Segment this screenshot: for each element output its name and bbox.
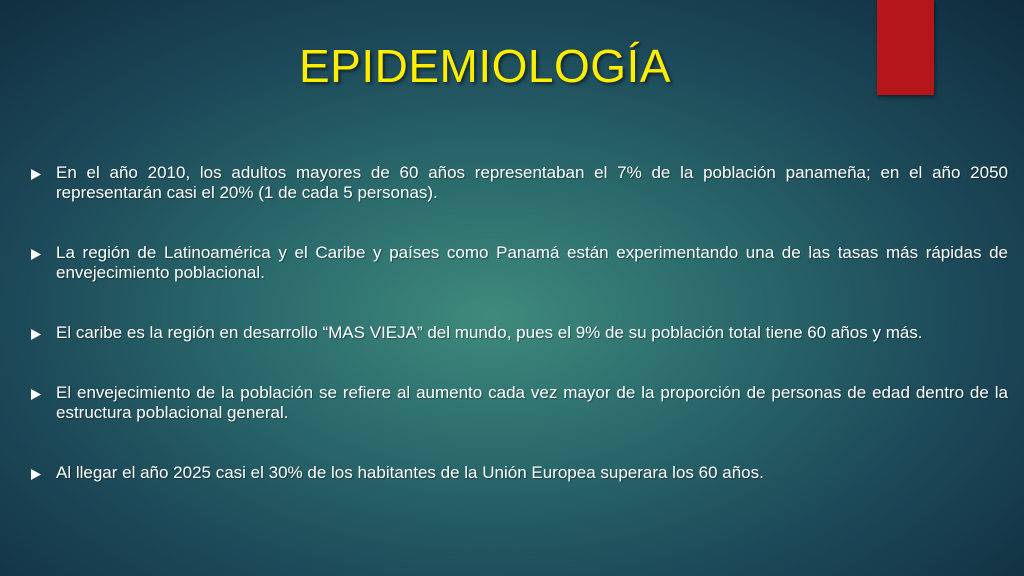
bullet-text: El caribe es la región en desarrollo “MAS VIEJA” del mundo, pues el 9% de su población total tiene 60 años y más.: [56, 323, 923, 342]
bullet-text: El envejecimiento de la población se refiere al aumento cada vez mayor de la proporción de personas de edad dentro de la estructura poblacional general.: [56, 383, 1008, 422]
triangle-right-icon: [30, 243, 56, 261]
triangle-right-icon: [30, 383, 56, 401]
list-item: [30, 463, 1008, 483]
list-item: [30, 383, 1008, 423]
slide-title: EPIDEMIOLOGÍA: [298, 40, 672, 92]
triangle-right-icon: [30, 163, 56, 181]
list-item: [30, 163, 1008, 203]
triangle-right-icon: [30, 463, 56, 481]
list-item: [30, 323, 1008, 343]
triangle-right-icon: [30, 323, 56, 341]
bullet-text: Al llegar el año 2025 casi el 30% de los habitantes de la Unión Europea superara los 60 años.: [56, 463, 764, 482]
bullet-list: [30, 163, 1008, 483]
bullet-text: En el año 2010, los adultos mayores de 60 años representaban el 7% de la población panameña; en el año 2050 representarán casi el 20% (1 de cada 5 personas).: [56, 163, 1008, 202]
bullet-text: La región de Latinoamérica y el Caribe y países como Panamá están experimentando una de las tasas más rápidas de envejecimiento poblacional.: [56, 243, 1008, 282]
list-item: [30, 243, 1008, 283]
